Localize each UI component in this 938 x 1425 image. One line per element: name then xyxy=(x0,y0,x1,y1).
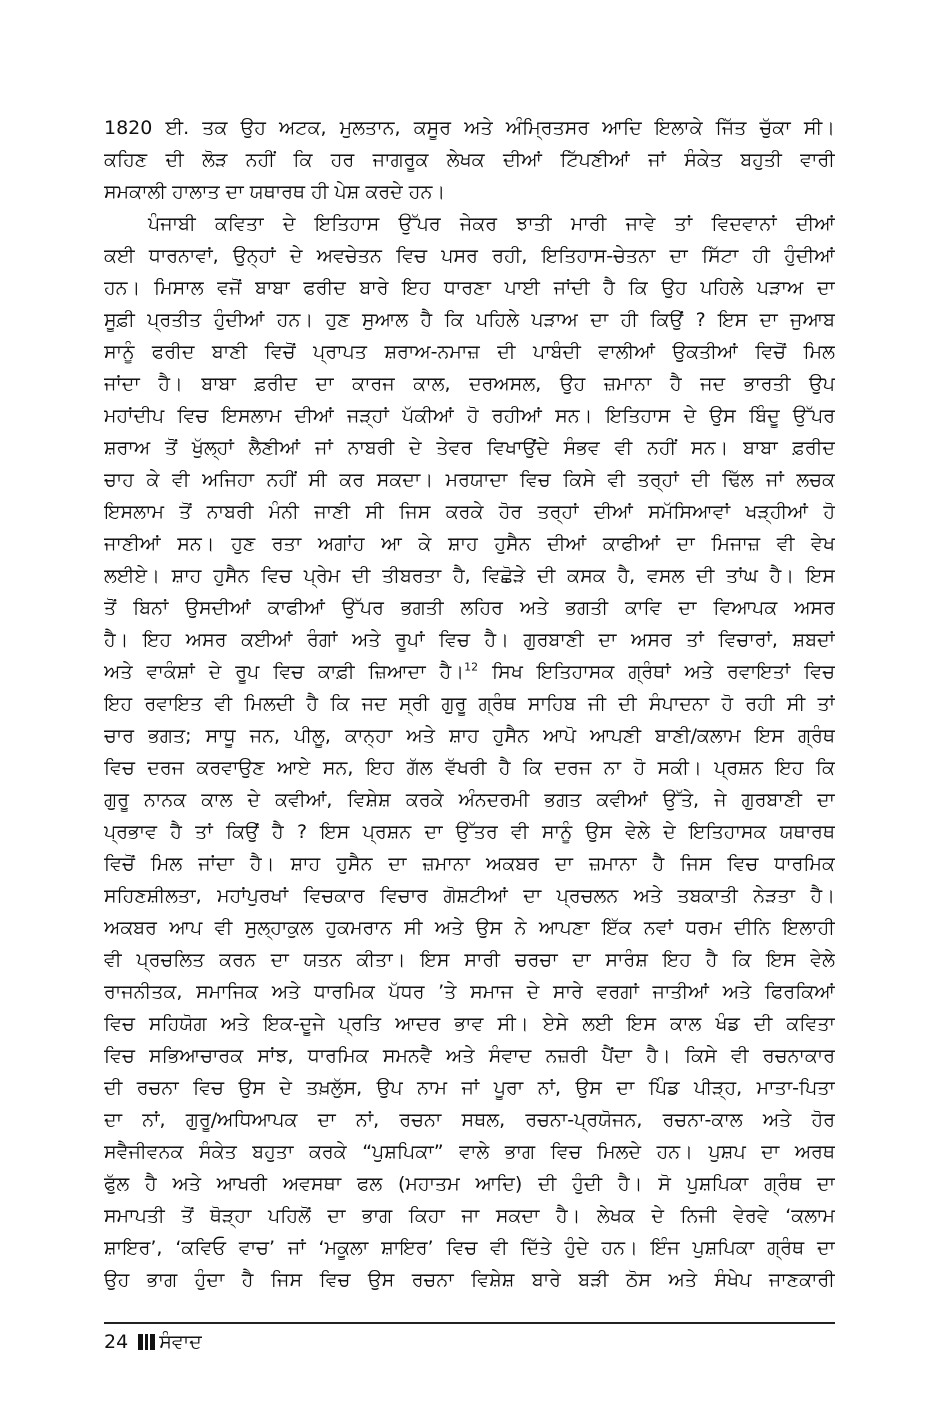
footnote-marker[interactable]: 12 xyxy=(464,660,479,674)
text-line-18-head: ਅਤੇ ਵਾਕੰਸ਼ਾਂ ਦੇ ਰੂਪ ਵਿਚ ਕਾਫ਼ੀ ਜ਼ਿਆਦਾ ਹੈ। xyxy=(104,661,465,683)
text-line-5: ਕਈ ਧਾਰਨਾਵਾਂ, ਉਨ੍ਹਾਂ ਦੇ ਅਵਚੇਤਨ ਵਿਚ ਪਸਰ ਰਹੀ, ਇਤਿਹਾਸ-ਚੇਤਨਾ ਦਾ ਸਿੱਟਾ ਹੀ ਹੁੰਦੀਆਂ xyxy=(104,245,835,267)
text-line-12: ਚਾਹ ਕੇ ਵੀ ਅਜਿਹਾ ਨਹੀਂ ਸੀ ਕਰ ਸਕਦਾ। ਮਰਯਾਦਾ ਵਿਚ ਕਿਸੇ ਵੀ ਤਰ੍ਹਾਂ ਦੀ ਢਿੱਲ ਜਾਂ ਲਚਕ xyxy=(104,469,835,491)
text-line-10: ਮਹਾਂਦੀਪ ਵਿਚ ਇਸਲਾਮ ਦੀਆਂ ਜੜ੍ਹਾਂ ਪੱਕੀਆਂ ਹੋ ਰਹੀਆਂ ਸਨ। ਇਤਿਹਾਸ ਦੇ ਉਸ ਬਿੰਦੂ ਉੱਪਰ xyxy=(104,405,835,427)
text-line-32: ਦਾ ਨਾਂ, ਗੁਰੂ/ਅਧਿਆਪਕ ਦਾ ਨਾਂ, ਰਚਨਾ ਸਥਲ, ਰਚਨਾ-ਪ੍ਰਯੋਜਨ, ਰਚਨਾ-ਕਾਲ ਅਤੇ ਹੋਰ xyxy=(104,1109,835,1131)
text-line-28: ਰਾਜਨੀਤਕ, ਸਮਾਜਿਕ ਅਤੇ ਧਾਰਮਿਕ ਪੱਧਰ ’ਤੇ ਸਮਾਜ ਦੇ ਸਾਰੇ ਵਰਗਾਂ ਜਾਤੀਆਂ ਅਤੇ ਫਿਰਕਿਆਂ xyxy=(104,981,835,1003)
text-line-27: ਵੀ ਪ੍ਰਚਲਿਤ ਕਰਨ ਦਾ ਯਤਨ ਕੀਤਾ। ਇਸ ਸਾਰੀ ਚਰਚਾ ਦਾ ਸਾਰੰਸ਼ ਇਹ ਹੈ ਕਿ ਇਸ ਵੇਲੇ xyxy=(104,949,835,971)
text-line-37: ਉਹ ਭਾਗ ਹੁੰਦਾ ਹੈ ਜਿਸ ਵਿਚ ਉਸ ਰਚਨਾ ਵਿਸ਼ੇਸ਼ ਬਾਰੇ ਬੜੀ ਠੋਸ ਅਤੇ ਸੰਖੇਪ ਜਾਣਕਾਰੀ xyxy=(104,1269,835,1291)
body-text xyxy=(104,112,835,1296)
text-line-35: ਸਮਾਪਤੀ ਤੋਂ ਥੋੜ੍ਹਾ ਪਹਿਲੋਂ ਦਾ ਭਾਗ ਕਿਹਾ ਜਾ ਸਕਦਾ ਹੈ। ਲੇਖਕ ਦੇ ਨਿਜੀ ਵੇਰਵੇ ‘ਕਲਾਮ xyxy=(104,1205,835,1227)
text-line-7: ਸੂਫ਼ੀ ਪ੍ਰਤੀਤ ਹੁੰਦੀਆਂ ਹਨ। ਹੁਣ ਸੁਆਲ ਹੈ ਕਿ ਪਹਿਲੇ ਪੜਾਅ ਦਾ ਹੀ ਕਿਉਂ ? ਇਸ ਦਾ ਜੁਆਬ xyxy=(104,309,835,331)
text-line-6: ਹਨ। ਮਿਸਾਲ ਵਜੋਂ ਬਾਬਾ ਫਰੀਦ ਬਾਰੇ ਇਹ ਧਾਰਣਾ ਪਾਈ ਜਾਂਦੀ ਹੈ ਕਿ ਉਹ ਪਹਿਲੇ ਪੜਾਅ ਦਾ xyxy=(104,277,835,299)
text-line-31: ਦੀ ਰਚਨਾ ਵਿਚ ਉਸ ਦੇ ਤਖ਼ਲੁੱਸ, ਉਪ ਨਾਮ ਜਾਂ ਪੂਰਾ ਨਾਂ, ਉਸ ਦਾ ਪਿੰਡ ਪੀੜ੍ਹ, ਮਾਤਾ-ਪਿਤਾ xyxy=(104,1077,835,1099)
text-line-4: ਪੰਜਾਬੀ ਕਵਿਤਾ ਦੇ ਇਤਿਹਾਸ ਉੱਪਰ ਜੇਕਰ ਝਾਤੀ ਮਾਰੀ ਜਾਵੇ ਤਾਂ ਵਿਦਵਾਨਾਂ ਦੀਆਂ xyxy=(148,213,835,235)
text-line-21: ਵਿਚ ਦਰਜ ਕਰਵਾਉਣ ਆਏ ਸਨ, ਇਹ ਗੱਲ ਵੱਖਰੀ ਹੈ ਕਿ ਦਰਜ ਨਾ ਹੋ ਸਕੀ। ਪ੍ਰਸ਼ਨ ਇਹ ਕਿ xyxy=(104,757,835,779)
text-line-26: ਅਕਬਰ ਆਪ ਵੀ ਸੁਲ੍ਹਾਕੁਲ ਹੁਕਮਰਾਨ ਸੀ ਅਤੇ ਉਸ ਨੇ ਆਪਣਾ ਇੱਕ ਨਵਾਂ ਧਰਮ ਦੀਨਿ ਇਲਾਹੀ xyxy=(104,917,835,939)
text-line-19: ਇਹ ਰਵਾਇਤ ਵੀ ਮਿਲਦੀ ਹੈ ਕਿ ਜਦ ਸ੍ਰੀ ਗੁਰੂ ਗ੍ਰੰਥ ਸਾਹਿਬ ਜੀ ਦੀ ਸੰਪਾਦਨਾ ਹੋ ਰਹੀ ਸੀ ਤਾਂ xyxy=(104,693,835,715)
text-line-11: ਸ਼ਰਾਅ ਤੋਂ ਖੁੱਲ੍ਹਾਂ ਲੈਣੀਆਂ ਜਾਂ ਨਾਬਰੀ ਦੇ ਤੇਵਰ ਵਿਖਾਉਂਦੇ ਸੰਭਵ ਵੀ ਨਹੀਂ ਸਨ। ਬਾਬਾ ਫ਼ਰੀਦ xyxy=(104,437,835,459)
page-footer xyxy=(104,1328,202,1356)
journal-bars-icon xyxy=(138,1334,155,1350)
text-line-33: ਸਵੈਜੀਵਨਕ ਸੰਕੇਤ ਬਹੁਤਾ ਕਰਕੇ “ਪੁਸ਼ਪਿਕਾ” ਵਾਲੇ ਭਾਗ ਵਿਚ ਮਿਲਦੇ ਹਨ। ਪੁਸ਼ਪ ਦਾ ਅਰਥ xyxy=(104,1141,835,1163)
text-line-14: ਜਾਣੀਆਂ ਸਨ। ਹੁਣ ਰਤਾ ਅਗਾਂਹ ਆ ਕੇ ਸ਼ਾਹ ਹੁਸੈਨ ਦੀਆਂ ਕਾਫੀਆਂ ਦਾ ਮਿਜਾਜ਼ ਵੀ ਵੇਖ xyxy=(104,533,835,555)
text-line-8: ਸਾਨੂੰ ਫਰੀਦ ਬਾਣੀ ਵਿਚੋਂ ਪ੍ਰਾਪਤ ਸ਼ਰਾਅ-ਨਮਾਜ਼ ਦੀ ਪਾਬੰਦੀ ਵਾਲੀਆਂ ਉਕਤੀਆਂ ਵਿਚੋਂ ਮਿਲ xyxy=(104,341,835,363)
text-line-18 xyxy=(104,656,835,688)
text-line-24: ਵਿਚੋਂ ਮਿਲ ਜਾਂਦਾ ਹੈ। ਸ਼ਾਹ ਹੁਸੈਨ ਦਾ ਜ਼ਮਾਨਾ ਅਕਬਰ ਦਾ ਜ਼ਮਾਨਾ ਹੈ ਜਿਸ ਵਿਚ ਧਾਰਮਿਕ xyxy=(104,853,835,875)
text-line-15: ਲਈਏ। ਸ਼ਾਹ ਹੁਸੈਨ ਵਿਚ ਪ੍ਰੇਮ ਦੀ ਤੀਬਰਤਾ ਹੈ, ਵਿਛੋੜੇ ਦੀ ਕਸਕ ਹੈ, ਵਸਲ ਦੀ ਤਾਂਘ ਹੈ। ਇਸ xyxy=(104,565,835,587)
text-line-22: ਗੁਰੂ ਨਾਨਕ ਕਾਲ ਦੇ ਕਵੀਆਂ, ਵਿਸ਼ੇਸ਼ ਕਰਕੇ ਅੰਨਦਰਮੀ ਭਗਤ ਕਵੀਆਂ ਉੱਤੇ, ਜੇ ਗੁਰਬਾਣੀ ਦਾ xyxy=(104,789,835,811)
footer-rule xyxy=(104,1322,835,1324)
page-number: 24 xyxy=(104,1331,129,1353)
text-line-3: ਸਮਕਾਲੀ ਹਾਲਾਤ ਦਾ ਯਥਾਰਥ ਹੀ ਪੇਸ਼ ਕਰਦੇ ਹਨ। xyxy=(104,181,446,203)
text-line-13: ਇਸਲਾਮ ਤੋਂ ਨਾਬਰੀ ਮੰਨੀ ਜਾਣੀ ਸੀ ਜਿਸ ਕਰਕੇ ਹੋਰ ਤਰ੍ਹਾਂ ਦੀਆਂ ਸਮੱਸਿਆਵਾਂ ਖੜ੍ਹੀਆਂ ਹੋ xyxy=(104,501,835,523)
text-line-17: ਹੈ। ਇਹ ਅਸਰ ਕਈਆਂ ਰੰਗਾਂ ਅਤੇ ਰੂਪਾਂ ਵਿਚ ਹੈ। ਗੁਰਬਾਣੀ ਦਾ ਅਸਰ ਤਾਂ ਵਿਚਾਰਾਂ, ਸ਼ਬਦਾਂ xyxy=(104,629,835,651)
text-line-9: ਜਾਂਦਾ ਹੈ। ਬਾਬਾ ਫ਼ਰੀਦ ਦਾ ਕਾਰਜ ਕਾਲ, ਦਰਅਸਲ, ਉਹ ਜ਼ਮਾਨਾ ਹੈ ਜਦ ਭਾਰਤੀ ਉਪ xyxy=(104,373,835,395)
text-line-1: 1820 ਈ. ਤਕ ਉਹ ਅਟਕ, ਮੁਲਤਾਨ, ਕਸੂਰ ਅਤੇ ਅੰਮ੍ਰਿਤਸਰ ਆਦਿ ਇਲਾਕੇ ਜਿੱਤ ਚੁੱਕਾ ਸੀ। xyxy=(104,117,835,139)
text-line-16: ਤੋਂ ਬਿਨਾਂ ਉਸਦੀਆਂ ਕਾਫੀਆਂ ਉੱਪਰ ਭਗਤੀ ਲਹਿਰ ਅਤੇ ਭਗਤੀ ਕਾਵਿ ਦਾ ਵਿਆਪਕ ਅਸਰ xyxy=(104,597,835,619)
text-line-36: ਸ਼ਾਇਰ’, ‘ਕਵਿਓ ਵਾਚ’ ਜਾਂ ‘ਮਕੂਲਾ ਸ਼ਾਇਰ’ ਵਿਚ ਵੀ ਦਿੱਤੇ ਹੁੰਦੇ ਹਨ। ਇੰਜ ਪੁਸ਼ਪਿਕਾ ਗ੍ਰੰਥ ਦਾ xyxy=(104,1237,835,1259)
journal-name: ਸੰਵਾਦ xyxy=(159,1331,202,1353)
text-line-34: ਫੁੱਲ ਹੈ ਅਤੇ ਆਖਰੀ ਅਵਸਥਾ ਫਲ (ਮਹਾਤਮ ਆਦਿ) ਦੀ ਹੁੰਦੀ ਹੈ। ਸੋ ਪੁਸ਼ਪਿਕਾ ਗ੍ਰੰਥ ਦਾ xyxy=(104,1173,835,1195)
text-line-2: ਕਹਿਣ ਦੀ ਲੋੜ ਨਹੀਂ ਕਿ ਹਰ ਜਾਗਰੂਕ ਲੇਖਕ ਦੀਆਂ ਟਿੱਪਣੀਆਂ ਜਾਂ ਸੰਕੇਤ ਬਹੁਤੀ ਵਾਰੀ xyxy=(104,149,835,171)
text-line-30: ਵਿਚ ਸਭਿਆਚਾਰਕ ਸਾਂਝ, ਧਾਰਮਿਕ ਸਮਨਵੈ ਅਤੇ ਸੰਵਾਦ ਨਜ਼ਰੀ ਪੈਂਦਾ ਹੈ। ਕਿਸੇ ਵੀ ਰਚਨਾਕਾਰ xyxy=(104,1045,835,1067)
text-line-20: ਚਾਰ ਭਗਤ; ਸਾਧੂ ਜਨ, ਪੀਲੂ, ਕਾਨ੍ਹਾ ਅਤੇ ਸ਼ਾਹ ਹੁਸੈਨ ਆਪੋ ਆਪਣੀ ਬਾਣੀ/ਕਲਾਮ ਇਸ ਗ੍ਰੰਥ xyxy=(104,725,835,747)
text-line-25: ਸਹਿਣਸ਼ੀਲਤਾ, ਮਹਾਂਪੁਰਖਾਂ ਵਿਚਕਾਰ ਵਿਚਾਰ ਗੋਸ਼ਟੀਆਂ ਦਾ ਪ੍ਰਚਲਨ ਅਤੇ ਤਬਕਾਤੀ ਨੇੜਤਾ ਹੈ। xyxy=(104,885,835,907)
text-line-23: ਪ੍ਰਭਾਵ ਹੈ ਤਾਂ ਕਿਉਂ ਹੈ ? ਇਸ ਪ੍ਰਸ਼ਨ ਦਾ ਉੱਤਰ ਵੀ ਸਾਨੂੰ ਉਸ ਵੇਲੇ ਦੇ ਇਤਿਹਾਸਕ ਯਥਾਰਥ xyxy=(104,821,835,843)
text-line-18-tail: ਸਿਖ ਇਤਿਹਾਸਕ ਗ੍ਰੰਥਾਂ ਅਤੇ ਰਵਾਇਤਾਂ ਵਿਚ xyxy=(478,661,835,683)
text-line-29: ਵਿਚ ਸਹਿਯੋਗ ਅਤੇ ਇਕ-ਦੂਜੇ ਪ੍ਰਤਿ ਆਦਰ ਭਾਵ ਸੀ। ਏਸੇ ਲਈ ਇਸ ਕਾਲ ਖੰਡ ਦੀ ਕਵਿਤਾ xyxy=(104,1013,835,1035)
